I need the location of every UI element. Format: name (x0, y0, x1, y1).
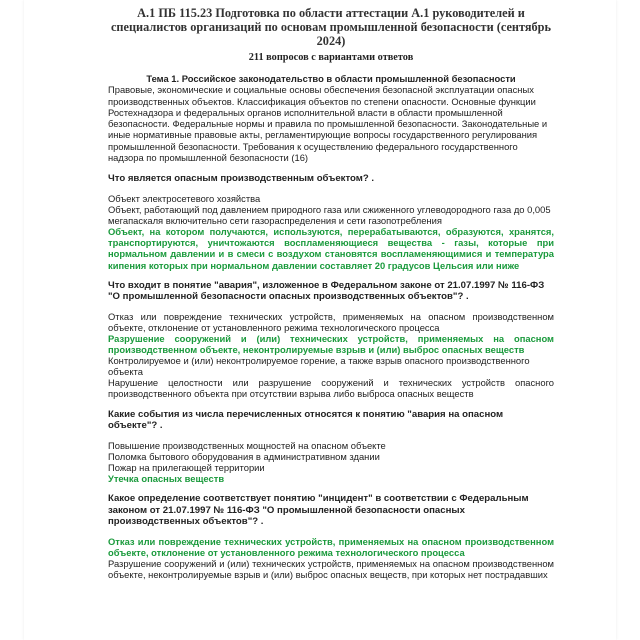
question-block (108, 493, 554, 580)
question-text: Что входит в понятие "авария", изложенное в Федеральном законе от 21.07.1997 № 116-ФЗ "О промышленной безопасности опасных производственных объектов"? . (108, 279, 545, 303)
correct-answer-option: Разрушение сооружений и (или) технических устройств, применяемых на опасном производственном объекте, неконтролируемые взрыв и (или) выброс опасных веществ (108, 333, 554, 356)
answer-option: Объект электросетевого хозяйства (108, 192, 261, 204)
document-content (108, 6, 554, 589)
document-page (24, 0, 616, 640)
answer-options (108, 440, 554, 484)
answer-option: Поломка бытового оборудования в административном здании (108, 450, 380, 462)
correct-answer-option: Утечка опасных веществ (108, 473, 225, 485)
correct-answer-option: Отказ или повреждение технических устройств, применяемых на опасном производственном объекте, отклонение от установленного режима технологического процесса (108, 535, 554, 558)
correct-answer-option: Объект, на котором получаются, используются, перерабатываются, образуются, хранятся, транспортируются, уничтожаются воспламеняющиеся вещества - газы, которые при нормальном давлении и в смеси с воздухом становятся воспламеняющимися и температура кипения которых при нормальном давлении составляет 20 градусов Цельсия или ниже (108, 226, 554, 271)
answer-options (108, 536, 554, 580)
answer-option: Пожар на прилегающей территории (108, 461, 265, 473)
answer-options (108, 311, 554, 400)
answer-option: Разрушение сооружений и (или) технических устройств, применяемых на опасном производственном объекте, неконтролируемые взрыв и (или) выброс опасных веществ, при которых нет пострадавших (108, 558, 554, 581)
question-text: Что является опасным производственным объектом? . (108, 173, 375, 185)
question-text: Какое определение соответствует понятию "инцидент" в соответствии с Федеральным законом от 21.07.1997 № 116-ФЗ "О промышленной безопасности опасных производственных объектов"? . (108, 493, 529, 528)
answer-option: Повышение производственных мощностей на опасном объекте (108, 439, 386, 451)
question-block (108, 280, 554, 400)
topic-section (108, 73, 554, 163)
answer-options (108, 193, 554, 271)
topic-heading: Тема 1. Российское законодательство в области промышленной безопасности (146, 73, 516, 84)
document-title: А.1 ПБ 115.23 Подготовка по области аттестации А.1 руководителей и специалистов организаций по основам промышленной безопасности (сентябрь 2024) (110, 6, 552, 48)
answer-option: Отказ или повреждение технических устройств, применяемых на опасном производственном объекте, отклонение от установленного режима технологического процесса (108, 310, 554, 333)
document-subtitle: 211 вопросов с вариантами ответов (248, 52, 414, 63)
question-block (108, 409, 554, 485)
answer-option: Нарушение целостности или разрушение сооружений и технических устройств опасного производственного объекта при отсутствии взрыва либо выброса опасных веществ (108, 377, 554, 400)
question-block (108, 173, 554, 270)
topic-description: Правовые, экономические и социальные основы обеспечения безопасной эксплуатации опасных производственных объектов. Классификация объектов по степени опасности. Основные функции Ростехнадзора и федеральных органов исполнительной власти в области промышленной безопасности. Федеральные нормы и правила по промышленной безопасности. Законодательные и иные нормативные правовые акты, регламентирующие вопросы государственного регулирования промышленной безопасности. Требования к осуществлению федерального государственного надзора по промышленной безопасности (16) (108, 84, 548, 164)
question-text: Какие события из числа перечисленных относятся к понятию "авария на опасном объекте"? . (108, 408, 504, 432)
answer-option: Объект, работающий под давлением природного газа или сжиженного углеводородного газа до 0,005 мегапаскаля включительно сети газораспределения и сети газопотребления (108, 204, 551, 227)
answer-option: Контролируемое и (или) неконтролируемое горение, а также взрыв опасного производственного объекта (108, 355, 530, 378)
